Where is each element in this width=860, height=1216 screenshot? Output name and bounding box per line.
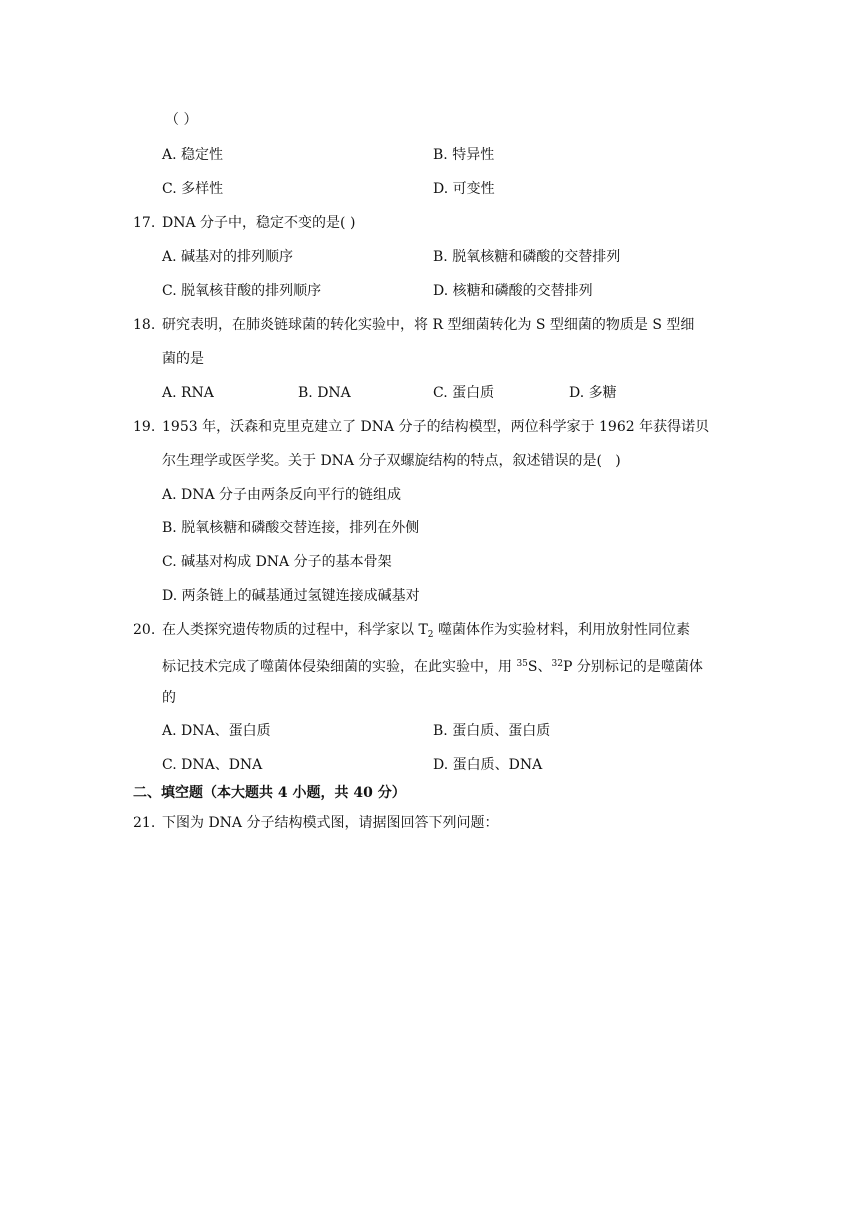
q20-stem2-part-a: 标记技术完成了噬菌体侵染细菌的实验，在此实验中，用 <box>162 659 517 675</box>
q20-option-c: C. DNA、DNA <box>162 757 263 773</box>
q20-number: 20. <box>133 622 156 638</box>
q18-option-d: D. 多糖 <box>569 385 617 401</box>
section-heading-fill-in: 二、填空题（本大题共 4 小题，共 40 分） <box>133 785 406 801</box>
q16-option-c: C. 多样性 <box>162 181 224 197</box>
q18-option-b: B. DNA <box>298 385 351 401</box>
q20-option-d: D. 蛋白质、DNA <box>433 757 543 773</box>
q20-stem-line1 <box>162 620 690 645</box>
q16-paren: （ ） <box>165 112 198 128</box>
q17-stem: DNA 分子中，稳定不变的是( ) <box>162 215 356 231</box>
q18-stem-line1: 研究表明，在肺炎链球菌的转化实验中，将 R 型细菌转化为 S 型细菌的物质是 S 型细 <box>162 317 695 333</box>
q20-option-a: A. DNA、蛋白质 <box>162 723 271 739</box>
q17-option-b: B. 脱氧核糖和磷酸的交替排列 <box>433 249 621 265</box>
q20-stem1-part-a: 在人类探究遗传物质的过程中，科学家以 T <box>162 622 428 638</box>
q16-option-a: A. 稳定性 <box>162 147 224 163</box>
q17-option-a: A. 碱基对的排列顺序 <box>162 249 294 265</box>
q20-option-b: B. 蛋白质、蛋白质 <box>433 723 551 739</box>
q17-option-d: D. 核糖和磷酸的交替排列 <box>433 283 593 299</box>
q20-stem-line2 <box>162 654 703 677</box>
q20-subscript-2: 2 <box>427 630 434 640</box>
q20-stem1-part-b: 噬菌体作为实验材料，利用放射性同位素 <box>433 622 690 638</box>
q20-superscript-35: 35 <box>516 659 528 669</box>
q20-stem-line3: 的 <box>162 690 176 706</box>
q21-number: 21. <box>133 815 156 831</box>
q18-option-c: C. 蛋白质 <box>433 385 495 401</box>
q18-stem-line2: 菌的是 <box>162 351 204 367</box>
q18-option-a: A. RNA <box>162 385 214 401</box>
q20-stem2-part-c: P 分别标记的是噬菌体 <box>562 659 703 675</box>
q20-stem2-part-b: S、 <box>527 659 552 675</box>
q20-superscript-32: 32 <box>551 659 563 669</box>
q19-option-d: D. 两条链上的碱基通过氢键连接成碱基对 <box>162 588 420 604</box>
q19-stem-line2: 尔生理学或医学奖。关于 DNA 分子双螺旋结构的特点，叙述错误的是( ) <box>162 453 621 469</box>
q16-option-b: B. 特异性 <box>433 147 495 163</box>
q19-option-a: A. DNA 分子由两条反向平行的链组成 <box>162 487 402 503</box>
q18-number: 18. <box>133 317 156 333</box>
q21-stem: 下图为 DNA 分子结构模式图，请据图回答下列问题： <box>162 815 499 831</box>
q19-number: 19. <box>133 419 156 435</box>
q19-option-b: B. 脱氧核糖和磷酸交替连接，排列在外侧 <box>162 520 420 536</box>
q16-option-d: D. 可变性 <box>433 181 495 197</box>
q17-number: 17. <box>133 215 156 231</box>
q19-stem-line1: 1953 年，沃森和克里克建立了 DNA 分子的结构模型，两位科学家于 1962 年获得诺贝 <box>162 419 710 435</box>
q19-option-c: C. 碱基对构成 DNA 分子的基本骨架 <box>162 554 392 570</box>
q17-option-c: C. 脱氧核苷酸的排列顺序 <box>162 283 322 299</box>
